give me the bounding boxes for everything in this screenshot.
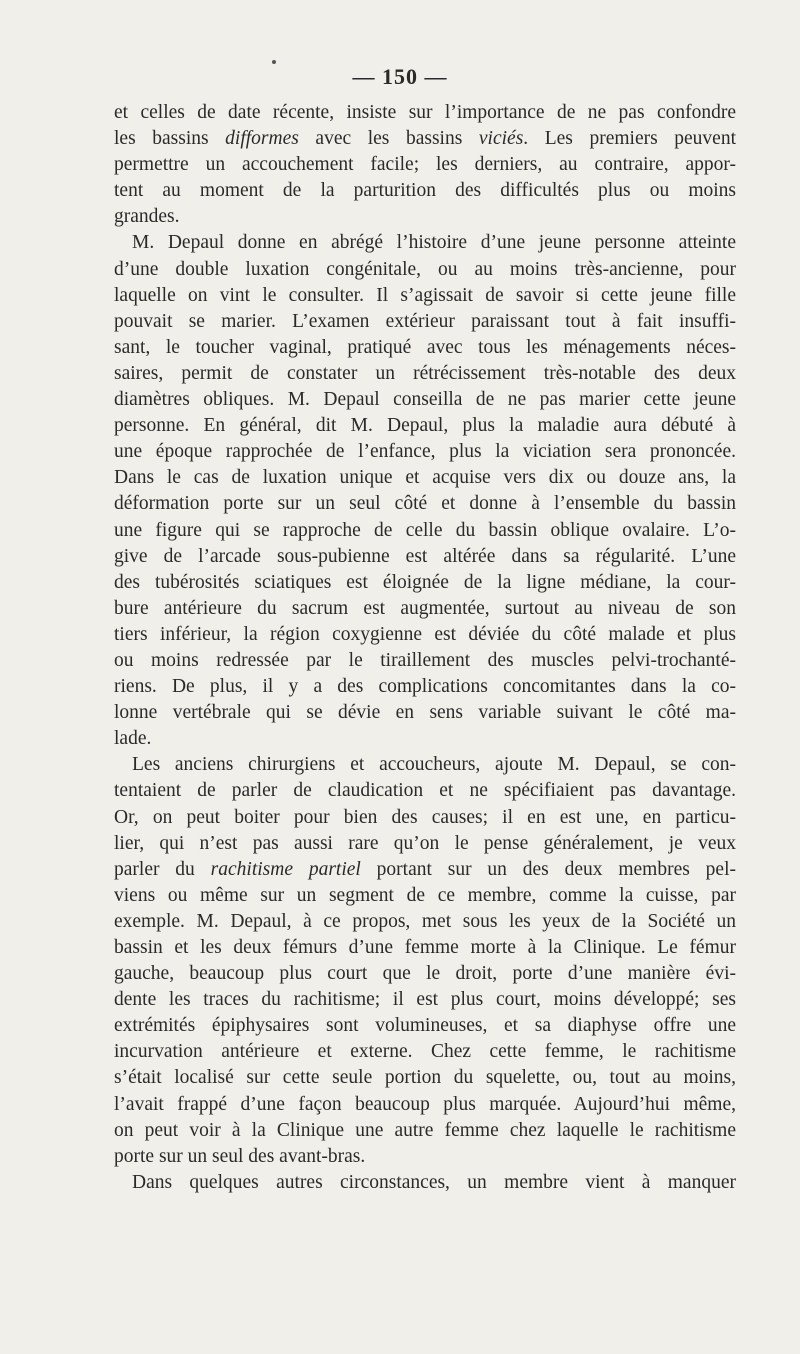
text-run: incurvation antérieure et externe. Chez cette femme, le rachitisme <box>114 1041 736 1063</box>
text-run: exemple. M. Depaul, à ce propos, met sous les yeux de la Société un <box>114 910 736 932</box>
text-run: viens ou même sur un segment de ce membre, comme la cuisse, par <box>114 884 736 906</box>
text-line <box>114 1013 736 1039</box>
text-run: d’une double luxation congénitale, ou au moins très-ancienne, pour <box>114 258 736 280</box>
text-run: des tubérosités sciatiques est éloignée de la ligne médiane, la cour- <box>114 571 736 593</box>
text-run: tent au moment de la parturition des difficultés plus ou moins <box>114 180 736 202</box>
text-line <box>114 152 736 178</box>
text-line <box>114 857 736 883</box>
text-line <box>114 230 736 256</box>
text-run: grandes. <box>114 206 180 228</box>
text-run: l’avait frappé d’une façon beaucoup plus marquée. Aujourd’hui même, <box>114 1093 736 1115</box>
text-line <box>114 622 736 648</box>
text-line <box>114 439 736 465</box>
text-line <box>114 178 736 204</box>
text-run: parler du <box>114 858 211 880</box>
text-run: tiers inférieur, la région coxygienne est déviée du côté malade et plus <box>114 623 736 645</box>
text-run: sant, le toucher vaginal, pratiqué avec tous les ménagements néces- <box>114 336 736 358</box>
text-line <box>114 491 736 517</box>
text-run: lier, qui n’est pas aussi rare qu’on le pense généralement, je veux <box>114 832 736 854</box>
text-line <box>114 674 736 700</box>
text-run: on peut voir à la Clinique une autre femme chez laquelle le rachitisme <box>114 1119 736 1141</box>
text-line <box>114 883 736 909</box>
text-line <box>114 1039 736 1065</box>
text-run: portant sur un des deux membres pel- <box>360 858 736 880</box>
text-line <box>114 778 736 804</box>
text-line <box>114 361 736 387</box>
text-run: avec les bassins <box>298 128 479 150</box>
text-run: Les anciens chirurgiens et accoucheurs, ajoute M. Depaul, se con- <box>132 754 736 776</box>
text-line <box>114 309 736 335</box>
italic-term: difformes <box>225 128 299 150</box>
text-line <box>114 335 736 361</box>
text-run: ou moins redressée par le tiraillement des muscles pelvi-trochanté- <box>114 649 736 671</box>
text-run: bassin et les deux fémurs d’une femme morte à la Clinique. Le fémur <box>114 937 736 958</box>
text-line <box>114 1065 736 1091</box>
text-line <box>114 126 736 152</box>
text-run: bure antérieure du sacrum est augmentée, surtout au niveau de son <box>114 597 736 619</box>
text-run: gauche, beaucoup plus court que le droit, porte d’une manière évi- <box>114 963 736 985</box>
text-line <box>114 413 736 439</box>
text-run: les bassins <box>114 128 226 150</box>
text-run: s’était localisé sur cette seule portion du squelette, ou, tout au moins, <box>114 1067 736 1089</box>
text-run: porte sur un seul des avant-bras. <box>114 1145 366 1167</box>
text-run: . Les premiers peuvent <box>523 128 737 150</box>
text-line <box>114 752 736 778</box>
text-run: Or, on peut boiter pour bien des causes; il en est une, en particu- <box>114 806 736 828</box>
text-run: déformation porte sur un seul côté et donne à l’ensemble du bassin <box>114 493 736 515</box>
text-run: laquelle on vint le consulter. Il s’agissait de savoir si cette jeune fille <box>114 284 736 306</box>
text-run: personne. En général, dit M. Depaul, plus la maladie aura débuté à <box>114 415 736 437</box>
text-run: une figure qui se rapproche de celle du bassin oblique ovalaire. L’o- <box>114 519 736 541</box>
text-run: lonne vertébrale qui se dévie en sens variable suivant le côté ma- <box>114 702 736 724</box>
italic-term: rachitisme partiel <box>210 858 361 880</box>
text-run: Dans le cas de luxation unique et acquise vers dix ou douze ans, la <box>114 467 736 489</box>
text-line <box>114 648 736 674</box>
text-line <box>114 1092 736 1118</box>
text-run: saires, permit de constater un rétrécissement très-notable des deux <box>114 362 736 384</box>
text-line <box>114 726 736 752</box>
body-text <box>114 100 736 1196</box>
text-run: give de l’arcade sous-pubienne est altérée dans sa régularité. L’une <box>114 545 736 567</box>
text-line <box>114 909 736 935</box>
text-run: dente les traces du rachitisme; il est plus court, moins développé; ses <box>114 989 736 1011</box>
text-run: permettre un accouchement facile; les derniers, au contraire, appor- <box>114 154 736 176</box>
text-line <box>114 935 736 961</box>
text-run: Dans quelques autres circonstances, un membre vient à manquer <box>132 1171 736 1193</box>
text-run: riens. De plus, il y a des complications concomitantes dans la co- <box>114 676 736 698</box>
text-line <box>114 387 736 413</box>
italic-term: viciés <box>478 128 524 150</box>
text-line <box>114 1170 736 1196</box>
text-line <box>114 961 736 987</box>
text-line <box>114 596 736 622</box>
page-number: — 150 — <box>352 64 448 89</box>
text-run: une époque rapprochée de l’enfance, plus la viciation sera prononcée. <box>114 441 736 463</box>
text-run: lade. <box>114 728 152 750</box>
text-line <box>114 544 736 570</box>
text-line <box>114 700 736 726</box>
text-run: diamètres obliques. M. Depaul conseilla de ne pas marier cette jeune <box>114 389 736 411</box>
text-line <box>114 100 736 126</box>
text-line <box>114 987 736 1013</box>
text-line <box>114 831 736 857</box>
text-run: tentaient de parler de claudication et ne spécifiaient pas davantage. <box>114 780 736 802</box>
text-run: et celles de date récente, insiste sur l’importance de ne pas confondre <box>114 102 736 123</box>
text-run: extrémités épiphysaires sont volumineuses, et sa diaphyse offre une <box>114 1015 736 1037</box>
text-line <box>114 465 736 491</box>
text-run: M. Depaul donne en abrégé l’histoire d’une jeune personne atteinte <box>132 232 736 254</box>
text-line <box>114 518 736 544</box>
text-line <box>114 570 736 596</box>
text-line <box>114 1144 736 1170</box>
text-line <box>114 204 736 230</box>
text-line <box>114 1118 736 1144</box>
text-line <box>114 283 736 309</box>
text-line <box>114 257 736 283</box>
text-line <box>114 805 736 831</box>
text-run: pouvait se marier. L’examen extérieur paraissant tout à fait insuffi- <box>114 310 736 332</box>
